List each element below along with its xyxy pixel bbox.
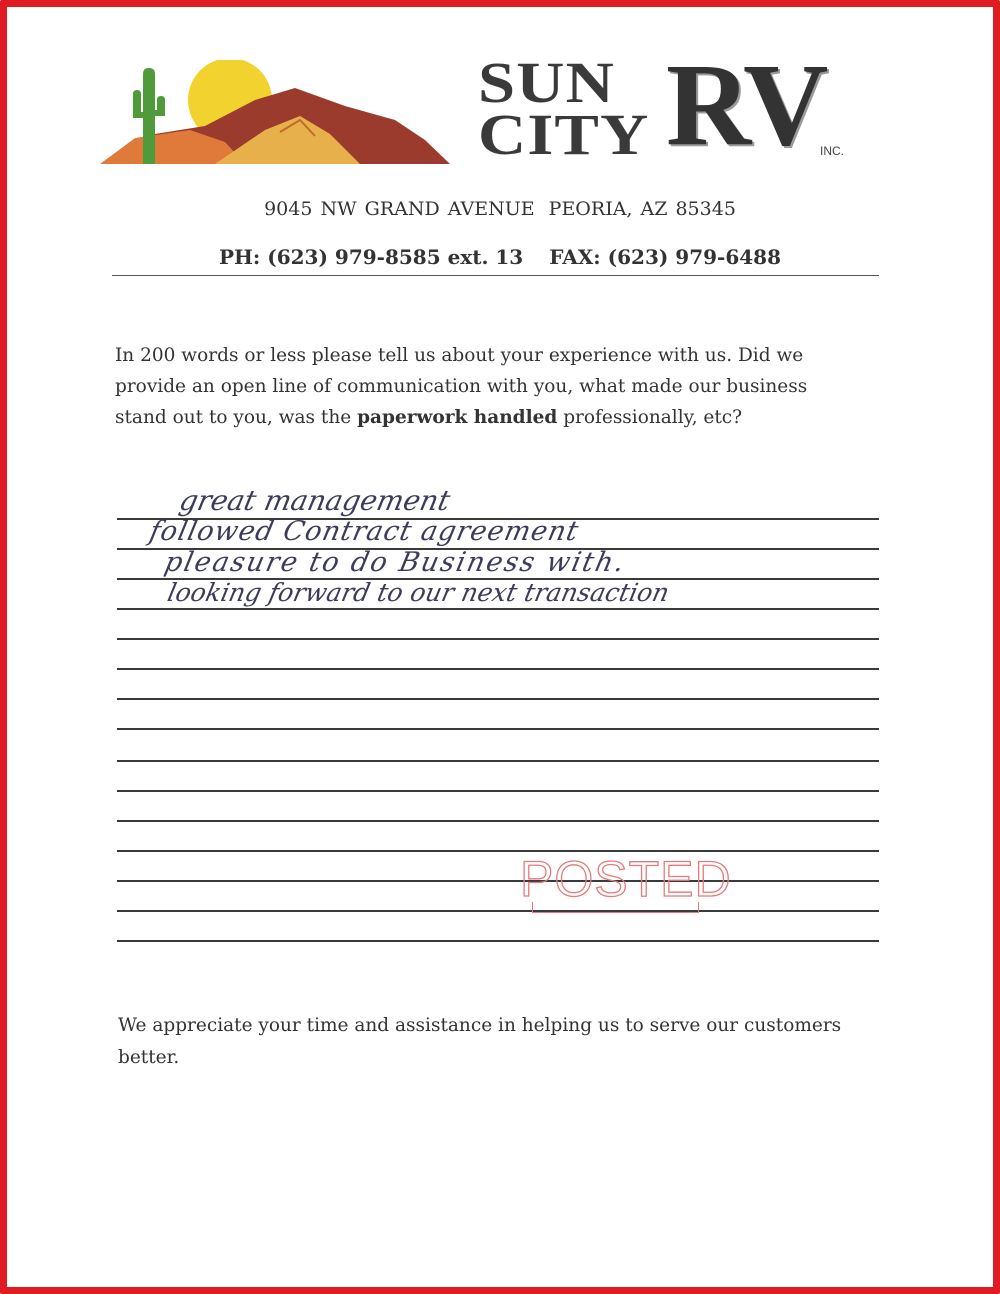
prompt-text-bold: paperwork handled xyxy=(357,407,558,428)
handwritten-line-2: followed Contract agreement xyxy=(146,516,582,547)
answer-line xyxy=(117,668,879,670)
answer-line xyxy=(117,728,879,730)
handwritten-line-4: looking forward to our next transaction xyxy=(164,578,672,607)
answer-line xyxy=(117,638,879,640)
answer-line xyxy=(117,940,879,942)
handwritten-line-3: pleasure to do Business with. xyxy=(161,547,629,578)
address-line xyxy=(0,198,1000,220)
header-divider xyxy=(112,275,879,276)
brand-inc: INC. xyxy=(820,144,844,158)
phone-number: PH: (623) 979-8585 ext. 13 xyxy=(218,245,524,269)
answer-line xyxy=(117,880,879,882)
answer-line xyxy=(117,760,879,762)
answer-line xyxy=(117,850,879,852)
survey-prompt xyxy=(115,340,855,433)
handwritten-line-1: great management xyxy=(176,484,454,517)
brand-city: CITY xyxy=(478,102,650,167)
brand-sun: SUN xyxy=(478,50,615,115)
answer-line xyxy=(117,910,879,912)
prompt-text-end: professionally, etc? xyxy=(557,407,743,428)
brand-wordmark xyxy=(468,39,868,172)
brand-rv: RV xyxy=(666,39,825,170)
answer-line xyxy=(117,608,879,610)
answer-line xyxy=(117,698,879,700)
stamp-text: POSTED xyxy=(520,851,732,907)
address-city: PEORIA, AZ 85345 xyxy=(548,198,736,220)
posted-stamp xyxy=(520,851,732,918)
fax-number: FAX: (623) 979-6488 xyxy=(549,245,781,269)
address-street: 9045 NW GRAND AVENUE xyxy=(264,198,535,220)
contact-line xyxy=(0,245,1000,269)
stamp-bar xyxy=(532,902,699,913)
answer-line xyxy=(117,790,879,792)
desert-logo-icon xyxy=(95,60,455,170)
prompt-text-start: In 200 words or less please tell us about your experience with us. Did we provide an open line of communication with you, what made our business stand out to you, was the xyxy=(115,345,808,428)
closing-note: We appreciate your time and assistance in helping us to serve our customers better. xyxy=(118,1015,842,1068)
answer-line xyxy=(117,820,879,822)
